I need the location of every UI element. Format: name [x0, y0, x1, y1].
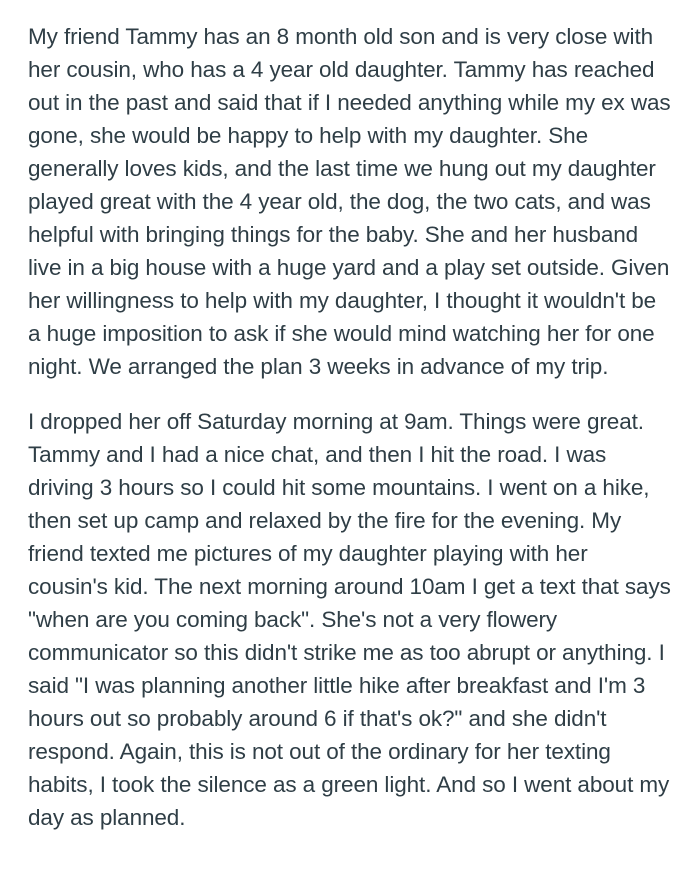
- story-paragraph-2: I dropped her off Saturday morning at 9am. Things were great. Tammy and I had a nice chat, and then I hit the road. I was driving 3 hours so I could hit some mountains. I went on a hike, then set up camp and relaxed by the fire for the evening. My friend texted me pictures of my daughter playing with her cousin's kid. The next morning around 10am I get a text that says "when are you coming back". She's not a very flowery communicator so this didn't strike me as too abrupt or anything. I said "I was planning another little hike after breakfast and I'm 3 hours out so probably around 6 if that's ok?" and she didn't respond. Again, this is not out of the ordinary for her texting habits, I took the silence as a green light. And so I went about my day as planned.: [28, 409, 671, 830]
- story-paragraph-1: My friend Tammy has an 8 month old son and is very close with her cousin, who has a 4 year old daughter. Tammy has reached out in the past and said that if I needed anything while my ex was gone, she would be happy to help with my daughter. She generally loves kids, and the last time we hung out my daughter played great with the 4 year old, the dog, the two cats, and was helpful with bringing things for the baby. She and her husband live in a big house with a huge yard and a play set outside. Given her willingness to help with my daughter, I thought it wouldn't be a huge imposition to ask if she would mind watching her for one night. We arranged the plan 3 weeks in advance of my trip.: [28, 24, 671, 379]
